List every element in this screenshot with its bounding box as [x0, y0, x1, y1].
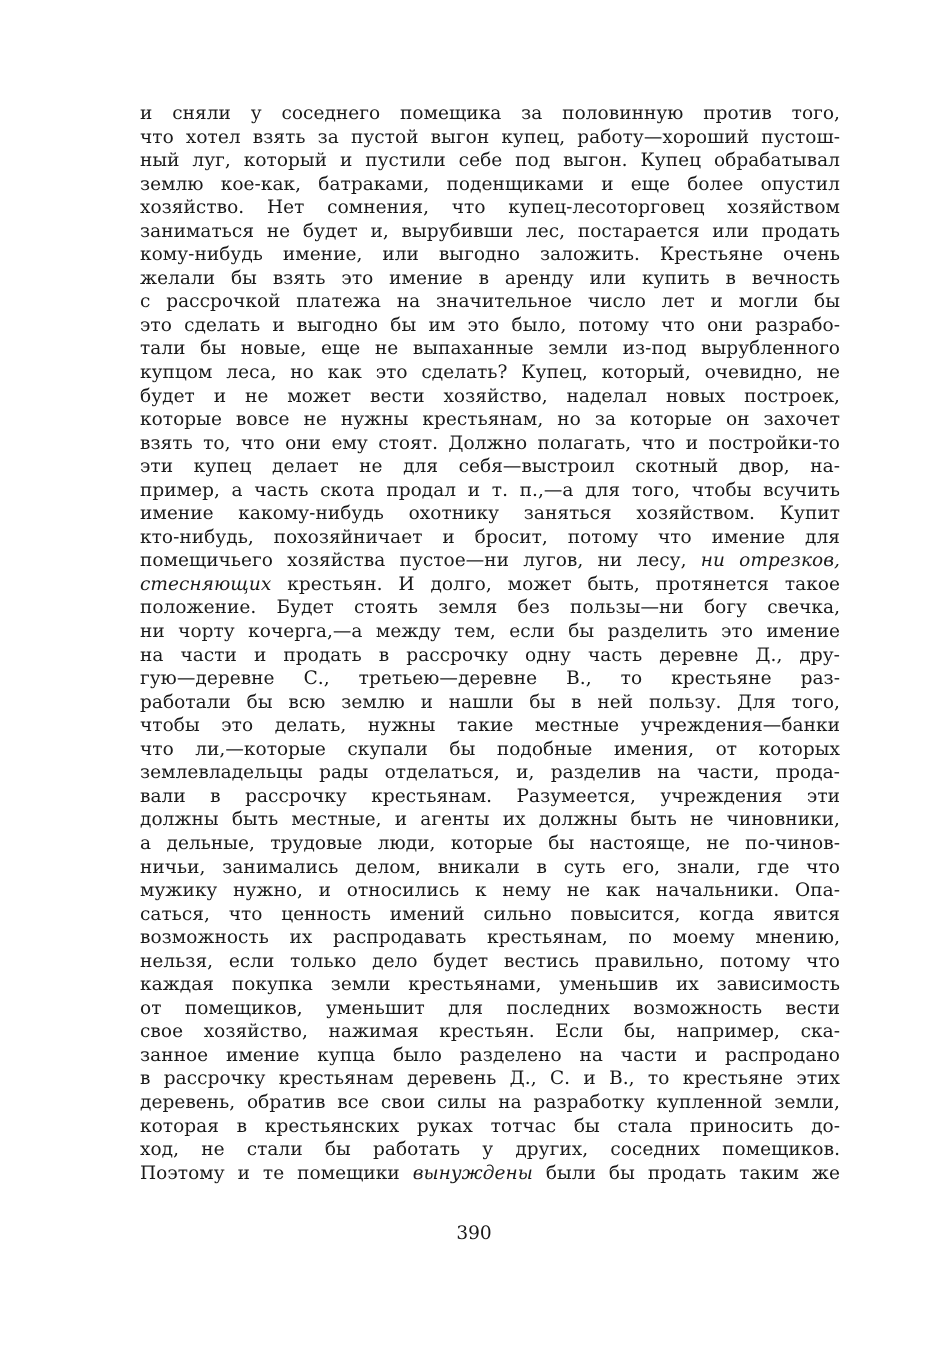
text-line-43: деревень, обратив все свои силы на разработку купленной земли,: [140, 1091, 840, 1113]
text-line-34: мужику нужно, и относились к нему не как начальники. Опа-: [140, 880, 840, 902]
text-line-39: от помещиков, уменьшит для последних возможность вести: [140, 997, 840, 1019]
text-line-31: должны быть местные, и агенты их должны быть не чиновники,: [140, 809, 840, 831]
text-line-21-roman: [271, 574, 287, 595]
text-line-32: а дельные, трудовые люди, которые бы настояще, не по-чинов-: [140, 832, 840, 854]
text-line-22: положение. Будет стоять земля без пользы—ни богу свечка,: [140, 597, 840, 619]
text-line-7: кому-нибудь имение, или выгодно заложить. Крестьяне очень: [140, 244, 840, 266]
text-line-5: хозяйство. Нет сомнения, что купец-лесоторговец хозяйством: [140, 197, 840, 219]
text-line-17: пример, а часть скота продал и т. п.,—а для того, чтобы всучить: [140, 479, 840, 501]
text-line-20-roman: помещичьего хозяйства пустое—ни лугов, ни лесу,: [140, 550, 701, 572]
text-line-46-start: Поэтому и те помещики: [140, 1162, 413, 1184]
text-line-28: что ли,—которые скупали бы подобные имения, от которых: [140, 738, 840, 760]
text-line-12: купцом леса, но как это сделать? Купец, который, очевидно, не: [140, 362, 840, 384]
text-line-21-rest: крестьян. И долго, может быть, протянется такое: [287, 573, 840, 595]
text-line-23: ни чорту кочерга,—а между тем, если бы разделить это имение: [140, 621, 840, 643]
text-line-40: свое хозяйство, нажимая крестьян. Если бы, например, ска-: [140, 1021, 840, 1043]
text-line-46-end: были бы продать таким же: [532, 1162, 840, 1184]
text-line-20-italic: ни отрезков,: [700, 550, 840, 572]
text-line-46-italic: вынуждены: [412, 1162, 533, 1184]
page-number: 390: [456, 1223, 492, 1244]
text-line-41: занное имение купца было разделено на части и распродано: [140, 1044, 840, 1066]
text-line-15: взять то, что они ему стоят. Должно полагать, что и постройки-то: [140, 432, 840, 454]
text-line-19: кто-нибудь, похозяйничает и бросит, потому что имение для: [140, 526, 840, 548]
text-line-26: работали бы всю землю и нашли бы в ней пользу. Для того,: [140, 691, 840, 713]
text-line-13: будет и не может вести хозяйство, наделал новых построек,: [140, 385, 840, 407]
text-line-35: саться, что ценность имений сильно повысится, когда явится: [140, 903, 840, 925]
text-line-46: [140, 1162, 840, 1186]
text-line-10: это сделать и выгодно бы им это было, потому что они разрабо-: [140, 314, 840, 336]
text-line-11: тали бы новые, еще не выпаханные земли из-под вырубленного: [140, 338, 840, 360]
text-line-24: на части и продать в рассрочку одну часть деревне Д., дру-: [140, 644, 840, 666]
text-line-27: чтобы это делать, нужны такие местные учреждения—банки: [140, 715, 840, 737]
text-line-45: ход, не стали бы работать у других, соседних помещиков.: [140, 1139, 840, 1161]
text-line-21-italic: стесняющих: [140, 573, 272, 595]
text-line-16: эти купец делает не для себя—выстроил скотный двор, на-: [140, 456, 840, 478]
text-line-44: которая в крестьянских руках тотчас бы стала приносить до-: [140, 1115, 840, 1137]
text-line-29: землевладельцы рады отделаться, и, разделив на части, прода-: [140, 762, 840, 784]
text-line-42: в рассрочку крестьянам деревень Д., С. и В., то крестьяне этих: [140, 1068, 840, 1090]
text-line-1: и сняли у соседнего помещика за половинную против того,: [140, 103, 840, 124]
text-line-36: возможность их распродавать крестьянам, по моему мнению,: [140, 927, 840, 949]
text-line-8: желали бы взять это имение в аренду или купить в вечность: [140, 267, 840, 289]
text-line-6: заниматься не будет и, вырубивши лес, постарается или продать: [140, 220, 840, 242]
text-line-37: нельзя, если только дело будет вестись правильно, потому что: [140, 950, 840, 972]
text-line-4: землю кое-как, батраками, поденщиками и еще более опустил: [140, 173, 840, 195]
text-line-2: что хотел взять за пустой выгон купец, работу—хороший пустош-: [140, 126, 840, 148]
text-line-21: [140, 573, 840, 597]
text-line-14: которые вовсе не нужны крестьянам, но за которые он захочет: [140, 409, 840, 431]
text-line-20: [140, 549, 840, 573]
text-line-18: имение какому-нибудь охотнику заняться хозяйством. Купит: [140, 503, 840, 525]
text-line-3: ный луг, который и пустили себе под выгон. Купец обрабатывал: [140, 150, 840, 172]
text-line-25: гую—деревне С., третьею—деревне В., то крестьяне раз-: [140, 668, 840, 690]
text-line-33: ничьи, занимались делом, вникали в суть его, знали, где что: [140, 856, 840, 878]
text-line-30: вали в рассрочку крестьянам. Разумеется, учреждения эти: [140, 785, 840, 807]
text-line-38: каждая покупка земли крестьянами, уменьшив их зависимость: [140, 974, 840, 996]
text-line-9: с рассрочкой платежа на значительное число лет и могли бы: [140, 291, 840, 313]
body-text: [140, 102, 840, 1185]
